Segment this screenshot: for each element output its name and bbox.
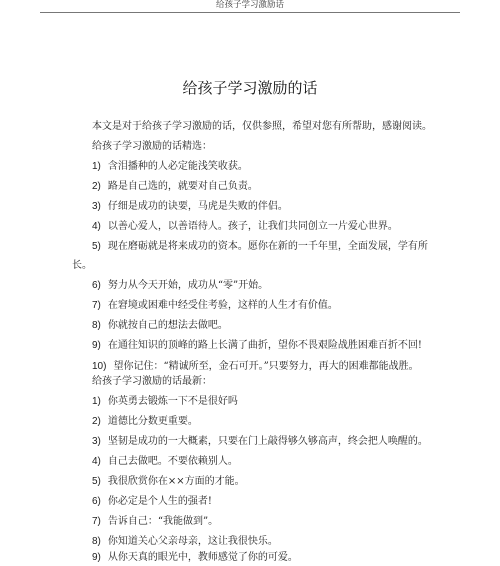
item-number: 7) (92, 300, 101, 311)
item-number: 10) (92, 361, 107, 372)
item-number: 5) (92, 476, 101, 487)
list-item (92, 360, 419, 373)
running-header: 给孩子学习激励话 (215, 0, 284, 10)
list-item (92, 455, 238, 468)
list-item (92, 200, 288, 213)
list-item (92, 220, 398, 233)
list-item (92, 515, 218, 528)
item-number: 1) (92, 396, 101, 407)
item-text: 你必定是个人生的强者! (107, 496, 212, 507)
intro-paragraph: 本文是对于给孩子学习激励的话，仅供参照，希望对您有所帮助，感谢阅读。 (92, 121, 432, 132)
list-item-continuation: 长。 (72, 260, 92, 271)
item-text: 在通往知识的顶峰的路上长满了曲折，望你不畏艰险战胜困难百折不回! (107, 340, 422, 351)
item-text: 现在磨砺就是将来成功的资本。愿你在新的一千年里，全面发展，学有所 (107, 241, 428, 252)
list-item (92, 551, 298, 564)
item-text: 以善心爱人，以善语待人。孩子，让我们共同创立一片爱心世界。 (107, 221, 398, 232)
item-number: 7) (92, 516, 101, 527)
list-item (92, 395, 238, 408)
document-title: 给孩子学习激励的话 (182, 79, 318, 97)
item-number: 9) (92, 340, 101, 351)
list-item (92, 160, 248, 173)
list-item (92, 535, 278, 548)
item-text: 道德比分数更重要。 (107, 416, 198, 427)
item-number: 8) (92, 536, 101, 547)
item-text: 仔细是成功的诀要，马虎是失败的伴侣。 (107, 201, 288, 212)
item-number: 6) (92, 280, 101, 291)
item-number: 6) (92, 496, 101, 507)
item-text: 望你记住：“精诚所至，金石可开。”只要努力，再大的困难都能战胜。 (113, 361, 419, 372)
list-item (92, 299, 338, 312)
item-number: 4) (92, 456, 101, 467)
list-item (92, 180, 258, 193)
list-item (92, 415, 198, 428)
item-text: 含泪播种的人必定能浅笑收获。 (107, 161, 248, 172)
item-text: 告诉自己：“我能做到”。 (107, 516, 219, 527)
section-heading-selected: 给孩子学习激励的话精选： (92, 141, 212, 152)
list-item (92, 319, 228, 332)
item-text: 坚韧是成功的一大概素，只要在门上敲得够久够高声，终会把人唤醒的。 (107, 436, 428, 447)
item-number: 8) (92, 320, 101, 331)
item-number: 1) (92, 161, 101, 172)
item-number: 3) (92, 201, 101, 212)
item-number: 2) (92, 416, 101, 427)
section-heading-latest: 给孩子学习激励的话最新： (92, 376, 212, 387)
item-text: 你就按自己的想法去做吧。 (107, 320, 228, 331)
item-number: 4) (92, 221, 101, 232)
header-divider (40, 12, 460, 13)
item-text: 你知道关心父亲母亲，这让我很快乐。 (107, 536, 278, 547)
item-number: 2) (92, 181, 101, 192)
item-text: 路是自己选的，就要对自己负责。 (107, 181, 258, 192)
item-text: 从你天真的眼光中，教师感觉了你的可爱。 (107, 552, 298, 563)
list-item (92, 435, 428, 448)
item-number: 5) (92, 241, 101, 252)
item-text: 你英勇去锻炼一下不是很好吗 (107, 396, 238, 407)
list-item (92, 339, 422, 352)
list-item (92, 495, 212, 508)
item-text: 努力从今天开始，成功从“零”开始。 (107, 280, 269, 291)
item-text: 在窘境或困难中经受住考验，这样的人生才有价值。 (107, 300, 338, 311)
item-text: 我很欣赏你在××方面的才能。 (107, 476, 245, 487)
list-item (92, 279, 268, 292)
list-item (92, 240, 428, 253)
item-text: 自己去做吧。不要依赖别人。 (107, 456, 238, 467)
list-item (92, 475, 245, 488)
item-number: 3) (92, 436, 101, 447)
item-number: 9) (92, 552, 101, 563)
